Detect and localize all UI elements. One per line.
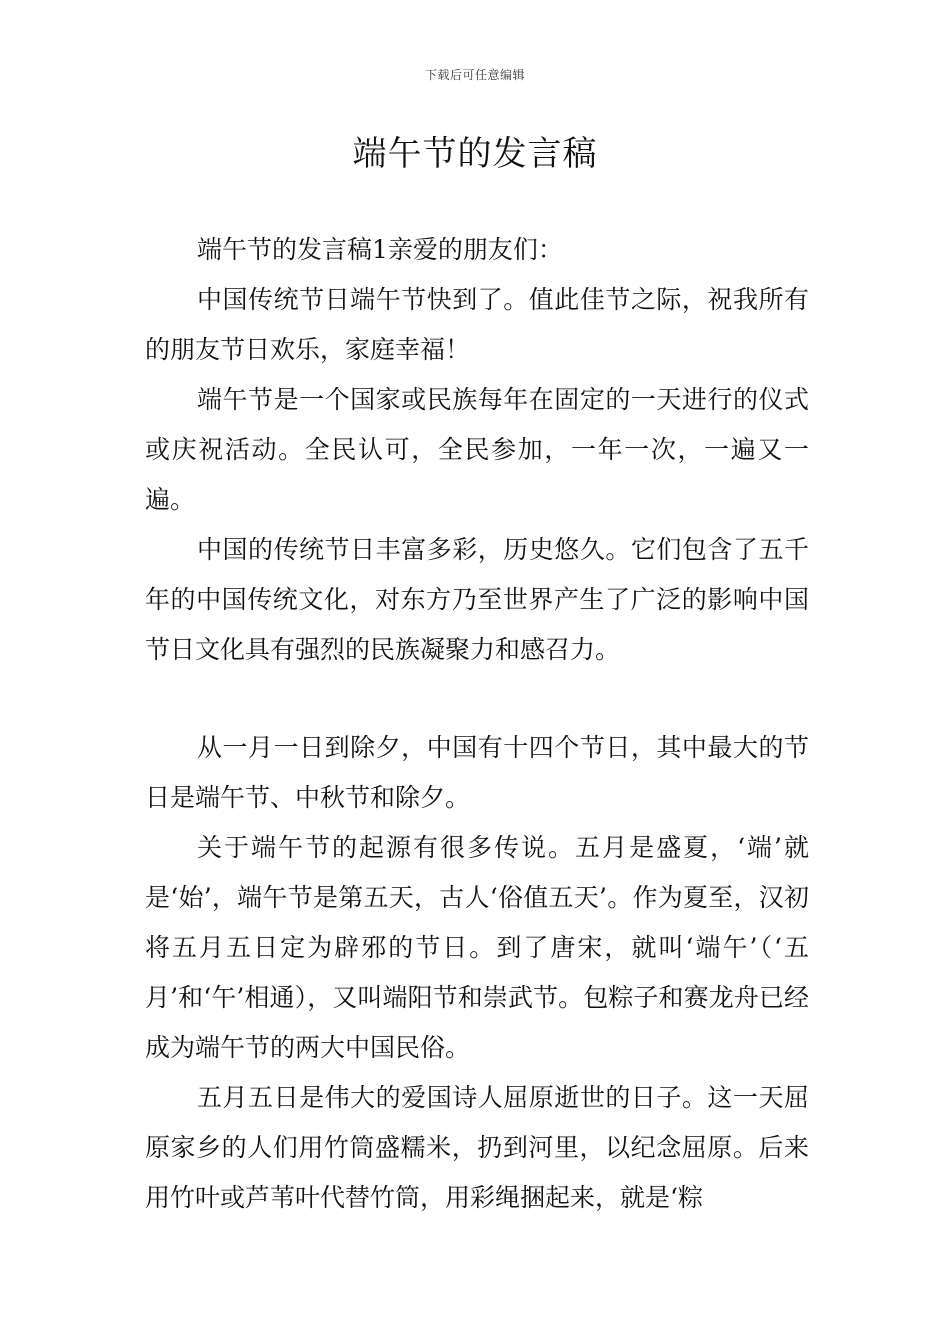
paragraph-greeting: 端午节的发言稿1亲爱的朋友们： — [197, 235, 563, 264]
document-body — [145, 225, 809, 1223]
paragraph-origin-legends: 关于端午节的起源有很多传说。五月是盛夏，‘端’就是‘始’，端午节是第五天，古人‘俗值五天’。作为夏至，汉初将五月五日定为辟邪的节日。到了唐宋，就叫‘端午’（‘五月’和‘午’相通），又叫端阳节和崇武节。包粽子和赛龙舟已经成为端午节的两大中国民俗。 — [145, 833, 809, 1062]
document-title: 端午节的发言稿 — [352, 134, 598, 174]
paragraph-festival-definition: 端午节是一个国家或民族每年在固定的一天进行的仪式或庆祝活动。全民认可，全民参加，一年一次，一遍又一遍。 — [145, 385, 809, 514]
paragraph-wishes: 中国传统节日端午节快到了。值此佳节之际，祝我所有的朋友节日欢乐，家庭幸福！ — [145, 285, 809, 364]
paragraph-qu-yuan: 五月五日是伟大的爱国诗人屈原逝世的日子。这一天屈原家乡的人们用竹筒盛糯米，扔到河里，以纪念屈原。后来用竹叶或芦苇叶代替竹筒，用彩绳捆起来，就是‘粽 — [145, 1083, 809, 1212]
paragraph-traditional-culture: 中国的传统节日丰富多彩，历史悠久。它们包含了五千年的中国传统文化，对东方乃至世界产生了广泛的影响中国节日文化具有强烈的民族凝聚力和感召力。 — [145, 535, 809, 664]
header-note: 下载后可任意编辑 — [424, 68, 525, 82]
paragraph-fourteen-festivals: 从一月一日到除夕，中国有十四个节日，其中最大的节日是端午节、中秋节和除夕。 — [145, 733, 809, 812]
